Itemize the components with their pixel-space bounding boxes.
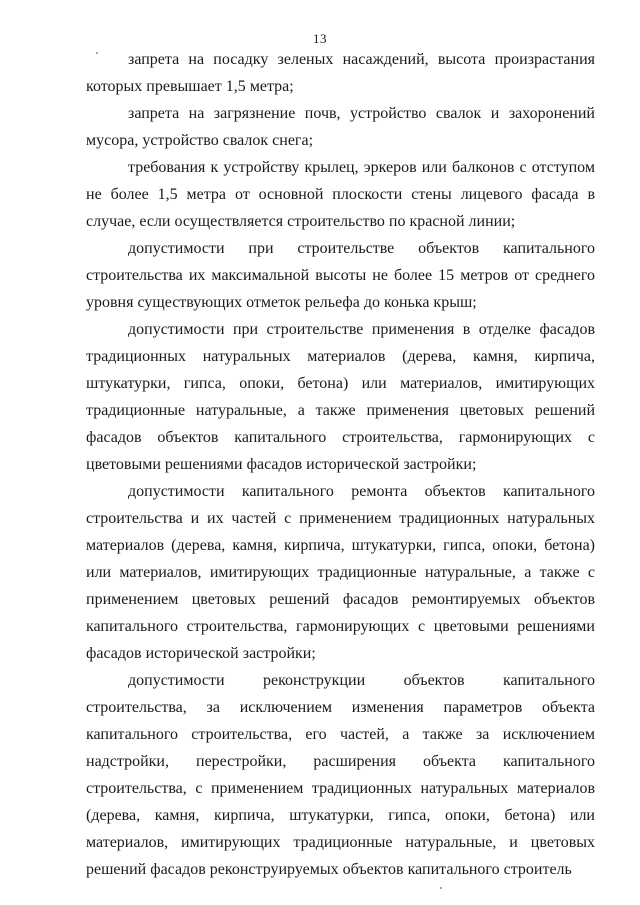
paragraph-reconstruction: допустимости реконструкции объектов капитального строительства, за исключением изменения параметров объекта капитального строительства, его частей, а также за исключением надстройки, перестройки, расширения объекта капитального строительства, с применением традиционных натуральных материалов (дерева, камня, кирпича, штукатурки, гипса, опоки, бетона) или материалов, имитирующих традиционные натуральные, и цветовых решений фасадов реконструируемых объектов капитального строитель — [86, 672, 595, 878]
document-body — [86, 46, 595, 883]
scan-speck — [96, 52, 98, 54]
paragraph-soil-pollution: запрета на загрязнение почв, устройство свалок и захоронений мусора, устройство свалок снега; — [86, 105, 595, 149]
paragraph-porches-balconies: требования к устройству крылец, эркеров или балконов с отступом не более 1,5 метра от основной плоскости стены лицевого фасада в случае, если осуществляется строительство по красной линии; — [86, 159, 595, 230]
paragraph-green-planting: запрета на посадку зеленых насаждений, высота произрастания которых превышает 1,5 метра; — [86, 51, 595, 95]
page-number: 13 — [313, 31, 327, 46]
paragraph-max-height: допустимости при строительстве объектов капитального строительства их максимальной высоты не более 15 метров от среднего уровня существующих отметок рельефа до конька крыш; — [86, 240, 595, 311]
paragraph-facade-materials: допустимости при строительстве применения в отделке фасадов традиционных натуральных материалов (дерева, камня, кирпича, штукатурки, гипса, опоки, бетона) или материалов, имитирующих традиционные натуральные, а также применения цветовых решений фасадов объектов капитального строительства, гармонирующих с цветовыми решениями фасадов исторической застройки; — [86, 321, 595, 473]
paragraph-capital-repair: допустимости капитального ремонта объектов капитального строительства и их частей с применением традиционных натуральных материалов (дерева, камня, кирпича, штукатурки, гипса, опоки, бетона) или материалов, имитирующих традиционные натуральные, а также с применением цветовых решений фасадов ремонтируемых объектов капитального строительства, гармонирующих с цветовыми решениями фасадов исторической застройки; — [86, 483, 595, 662]
scan-speck — [440, 887, 442, 889]
